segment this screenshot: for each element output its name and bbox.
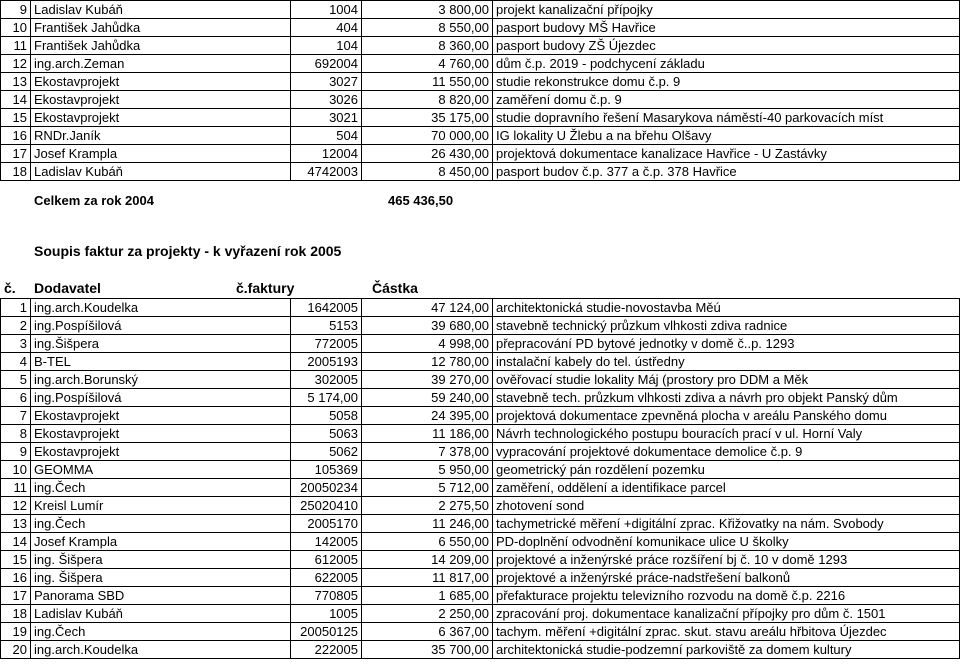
vendor-cell: Ekostavprojekt xyxy=(31,109,291,127)
amount-cell: 7 378,00 xyxy=(362,443,493,461)
row-number: 16 xyxy=(1,569,31,587)
invoice-number-cell: 1004 xyxy=(291,1,362,19)
amount-cell: 35 175,00 xyxy=(362,109,493,127)
invoice-number-cell: 5063 xyxy=(291,425,362,443)
amount-cell: 24 395,00 xyxy=(362,407,493,425)
invoice-number-cell: 1005 xyxy=(291,605,362,623)
amount-cell: 8 360,00 xyxy=(362,37,493,55)
invoice-number-cell: 622005 xyxy=(291,569,362,587)
row-number: 18 xyxy=(1,605,31,623)
vendor-cell: ing.arch.Zeman xyxy=(31,55,291,73)
table-row xyxy=(1,91,960,109)
amount-cell: 6 550,00 xyxy=(362,533,493,551)
vendor-cell: ing.arch.Borunský xyxy=(31,371,291,389)
description-cell: projektová dokumentace kanalizace Havřice - U Zastávky xyxy=(493,145,960,163)
vendor-cell: ing.Čech xyxy=(31,515,291,533)
invoice-number-cell: 105369 xyxy=(291,461,362,479)
table-row xyxy=(1,1,960,19)
amount-cell: 11 186,00 xyxy=(362,425,493,443)
row-number: 11 xyxy=(1,479,31,497)
description-cell: vypracování projektové dokumentace demolice č.p. 9 xyxy=(493,443,960,461)
vendor-cell: Ladislav Kubáň xyxy=(31,163,291,181)
table-row xyxy=(1,145,960,163)
vendor-cell: Ladislav Kubáň xyxy=(31,1,291,19)
vendor-cell: Ekostavprojekt xyxy=(31,407,291,425)
invoice-number-cell: 3027 xyxy=(291,73,362,91)
row-number: 9 xyxy=(1,443,31,461)
total-label: Celkem za rok 2004 xyxy=(34,193,154,208)
amount-cell: 11 246,00 xyxy=(362,515,493,533)
invoice-number-cell: 692004 xyxy=(291,55,362,73)
description-cell: zaměření domu č.p. 9 xyxy=(493,91,960,109)
table-row xyxy=(1,587,960,605)
vendor-cell: RNDr.Janík xyxy=(31,127,291,145)
invoice-number-cell: 2005193 xyxy=(291,353,362,371)
table-row xyxy=(1,37,960,55)
vendor-cell: ing. Šišpera xyxy=(31,551,291,569)
table-row xyxy=(1,641,960,659)
table-row xyxy=(1,163,960,181)
table-row xyxy=(1,317,960,335)
table-row xyxy=(1,605,960,623)
vendor-cell: Josef Krampla xyxy=(31,145,291,163)
invoice-number-cell: 612005 xyxy=(291,551,362,569)
amount-cell: 6 367,00 xyxy=(362,623,493,641)
vendor-cell: GEOMMA xyxy=(31,461,291,479)
amount-cell: 70 000,00 xyxy=(362,127,493,145)
description-cell: zpracování proj. dokumentace kanalizační přípojky pro dům č. 1501 xyxy=(493,605,960,623)
invoice-number-cell: 5 174,00 xyxy=(291,389,362,407)
row-number: 10 xyxy=(1,461,31,479)
table-row xyxy=(1,19,960,37)
description-cell: zaměření, oddělení a identifikace parcel xyxy=(493,479,960,497)
description-cell: přefakturace projektu televizního rozvodu na domě č.p. 2216 xyxy=(493,587,960,605)
description-cell: studie dopravního řešení Masarykova náměstí-40 parkovacích míst xyxy=(493,109,960,127)
total-value: 465 436,50 xyxy=(388,193,454,208)
invoice-number-cell: 2005170 xyxy=(291,515,362,533)
row-number: 7 xyxy=(1,407,31,425)
table-row xyxy=(1,127,960,145)
amount-cell: 8 820,00 xyxy=(362,91,493,109)
amount-cell: 5 712,00 xyxy=(362,479,493,497)
vendor-cell: Ekostavprojekt xyxy=(31,91,291,109)
table-row xyxy=(1,407,960,425)
description-cell: studie rekonstrukce domu č.p. 9 xyxy=(493,73,960,91)
total-row-2004 xyxy=(0,190,960,212)
amount-cell: 4 760,00 xyxy=(362,55,493,73)
row-number: 9 xyxy=(1,1,31,19)
invoice-number-cell: 142005 xyxy=(291,533,362,551)
amount-cell: 14 209,00 xyxy=(362,551,493,569)
table-row xyxy=(1,551,960,569)
row-number: 15 xyxy=(1,551,31,569)
invoice-number-cell: 20050234 xyxy=(291,479,362,497)
row-number: 3 xyxy=(1,335,31,353)
section-title: Soupis faktur za projekty - k vyřazení rok 2005 xyxy=(34,243,342,259)
description-cell: pasport budovy MŠ Havřice xyxy=(493,19,960,37)
table-row xyxy=(1,335,960,353)
description-cell: ověřovací studie lokality Máj (prostory pro DDM a Měk xyxy=(493,371,960,389)
table-row xyxy=(1,569,960,587)
column-headers xyxy=(0,280,960,298)
invoice-number-cell: 772005 xyxy=(291,335,362,353)
row-number: 19 xyxy=(1,623,31,641)
amount-cell: 3 800,00 xyxy=(362,1,493,19)
description-cell: architektonická studie-novostavba Měú xyxy=(493,299,960,317)
description-cell: stavebně tech. průzkum vlhkosti zdiva a návrh pro objekt Panský dům xyxy=(493,389,960,407)
amount-cell: 35 700,00 xyxy=(362,641,493,659)
vendor-cell: Ladislav Kubáň xyxy=(31,605,291,623)
invoice-number-cell: 5062 xyxy=(291,443,362,461)
vendor-cell: B-TEL xyxy=(31,353,291,371)
row-number: 12 xyxy=(1,497,31,515)
amount-cell: 8 550,00 xyxy=(362,19,493,37)
description-cell: tachymetrické měření +digitální zprac. Křižovatky na nám. Svobody xyxy=(493,515,960,533)
row-number: 17 xyxy=(1,587,31,605)
row-number: 20 xyxy=(1,641,31,659)
invoice-number-cell: 25020410 xyxy=(291,497,362,515)
row-number: 17 xyxy=(1,145,31,163)
invoice-number-cell: 104 xyxy=(291,37,362,55)
invoice-table-2005 xyxy=(0,298,960,659)
row-number: 16 xyxy=(1,127,31,145)
description-cell: projektová dokumentace zpevněná plocha v areálu Panského domu xyxy=(493,407,960,425)
row-number: 10 xyxy=(1,19,31,37)
row-number: 11 xyxy=(1,37,31,55)
row-number: 5 xyxy=(1,371,31,389)
row-number: 4 xyxy=(1,353,31,371)
row-number: 6 xyxy=(1,389,31,407)
description-cell: IG lokality U Žlebu a na břehu Olšavy xyxy=(493,127,960,145)
description-cell: stavebně technický průzkum vlhkosti zdiva radnice xyxy=(493,317,960,335)
invoice-number-cell: 504 xyxy=(291,127,362,145)
vendor-cell: Ekostavprojekt xyxy=(31,73,291,91)
invoice-number-cell: 5153 xyxy=(291,317,362,335)
row-number: 8 xyxy=(1,425,31,443)
vendor-cell: Kreisl Lumír xyxy=(31,497,291,515)
vendor-cell: ing.arch.Koudelka xyxy=(31,641,291,659)
invoice-number-cell: 5058 xyxy=(291,407,362,425)
invoice-number-cell: 3021 xyxy=(291,109,362,127)
header-amount: Částka xyxy=(372,280,418,296)
vendor-cell: ing.Čech xyxy=(31,623,291,641)
amount-cell: 59 240,00 xyxy=(362,389,493,407)
header-vendor: Dodavatel xyxy=(34,280,101,296)
description-cell: dům č.p. 2019 - podchycení základu xyxy=(493,55,960,73)
vendor-cell: František Jahůdka xyxy=(31,19,291,37)
description-cell: pasport budovy ZŠ Újezdec xyxy=(493,37,960,55)
vendor-cell: ing.Pospíšilová xyxy=(31,317,291,335)
invoice-number-cell: 302005 xyxy=(291,371,362,389)
vendor-cell: ing.Čech xyxy=(31,479,291,497)
amount-cell: 4 998,00 xyxy=(362,335,493,353)
table-row xyxy=(1,55,960,73)
amount-cell: 26 430,00 xyxy=(362,145,493,163)
amount-cell: 1 685,00 xyxy=(362,587,493,605)
row-number: 2 xyxy=(1,317,31,335)
amount-cell: 11 550,00 xyxy=(362,73,493,91)
row-number: 14 xyxy=(1,533,31,551)
table-row xyxy=(1,623,960,641)
vendor-cell: ing.Pospíšilová xyxy=(31,389,291,407)
invoice-table-2004 xyxy=(0,0,960,181)
row-number: 14 xyxy=(1,91,31,109)
description-cell: PD-doplnění odvodnění komunikace ulice U školky xyxy=(493,533,960,551)
description-cell: projektové a inženýrské práce-nadstřešení balkonů xyxy=(493,569,960,587)
invoice-number-cell: 4742003 xyxy=(291,163,362,181)
invoice-number-cell: 770805 xyxy=(291,587,362,605)
description-cell: zhotovení sond xyxy=(493,497,960,515)
vendor-cell: Ekostavprojekt xyxy=(31,443,291,461)
description-cell: tachym. měření +digitální zprac. skut. stavu areálu hřbitova Újezdec xyxy=(493,623,960,641)
table-row xyxy=(1,389,960,407)
header-number: č. xyxy=(4,280,16,296)
amount-cell: 47 124,00 xyxy=(362,299,493,317)
vendor-cell: František Jahůdka xyxy=(31,37,291,55)
description-cell: projekt kanalizační přípojky xyxy=(493,1,960,19)
row-number: 1 xyxy=(1,299,31,317)
description-cell: Návrh technologického postupu bouracích prací v ul. Horní Valy xyxy=(493,425,960,443)
vendor-cell: Ekostavprojekt xyxy=(31,425,291,443)
amount-cell: 12 780,00 xyxy=(362,353,493,371)
row-number: 13 xyxy=(1,515,31,533)
row-number: 12 xyxy=(1,55,31,73)
description-cell: pasport budov č.p. 377 a č.p. 378 Havřice xyxy=(493,163,960,181)
description-cell: geometrický pán rozdělení pozemku xyxy=(493,461,960,479)
invoice-number-cell: 3026 xyxy=(291,91,362,109)
amount-cell: 8 450,00 xyxy=(362,163,493,181)
table-row xyxy=(1,443,960,461)
row-number: 15 xyxy=(1,109,31,127)
table-row xyxy=(1,299,960,317)
invoice-number-cell: 404 xyxy=(291,19,362,37)
header-invoice: č.faktury xyxy=(236,280,295,296)
vendor-cell: ing. Šišpera xyxy=(31,569,291,587)
description-cell: instalační kabely do tel. ústředny xyxy=(493,353,960,371)
table-row xyxy=(1,425,960,443)
amount-cell: 11 817,00 xyxy=(362,569,493,587)
vendor-cell: Josef Krampla xyxy=(31,533,291,551)
amount-cell: 5 950,00 xyxy=(362,461,493,479)
table-row xyxy=(1,371,960,389)
invoice-number-cell: 12004 xyxy=(291,145,362,163)
row-number: 13 xyxy=(1,73,31,91)
amount-cell: 2 250,00 xyxy=(362,605,493,623)
amount-cell: 39 680,00 xyxy=(362,317,493,335)
row-number: 18 xyxy=(1,163,31,181)
invoice-number-cell: 1642005 xyxy=(291,299,362,317)
table-row xyxy=(1,73,960,91)
table-row xyxy=(1,461,960,479)
vendor-cell: ing.Šišpera xyxy=(31,335,291,353)
description-cell: projektové a inženýrské práce rozšíření bj č. 10 v domě 1293 xyxy=(493,551,960,569)
vendor-cell: ing.arch.Koudelka xyxy=(31,299,291,317)
amount-cell: 39 270,00 xyxy=(362,371,493,389)
invoice-number-cell: 222005 xyxy=(291,641,362,659)
vendor-cell: Panorama SBD xyxy=(31,587,291,605)
amount-cell: 2 275,50 xyxy=(362,497,493,515)
table-row xyxy=(1,479,960,497)
invoice-number-cell: 20050125 xyxy=(291,623,362,641)
description-cell: architektonická studie-podzemní parkoviště za domem kultury xyxy=(493,641,960,659)
table-row xyxy=(1,515,960,533)
table-row xyxy=(1,353,960,371)
description-cell: přepracování PD bytové jednotky v domě č..p. 1293 xyxy=(493,335,960,353)
table-row xyxy=(1,533,960,551)
table-row xyxy=(1,497,960,515)
table-row xyxy=(1,109,960,127)
